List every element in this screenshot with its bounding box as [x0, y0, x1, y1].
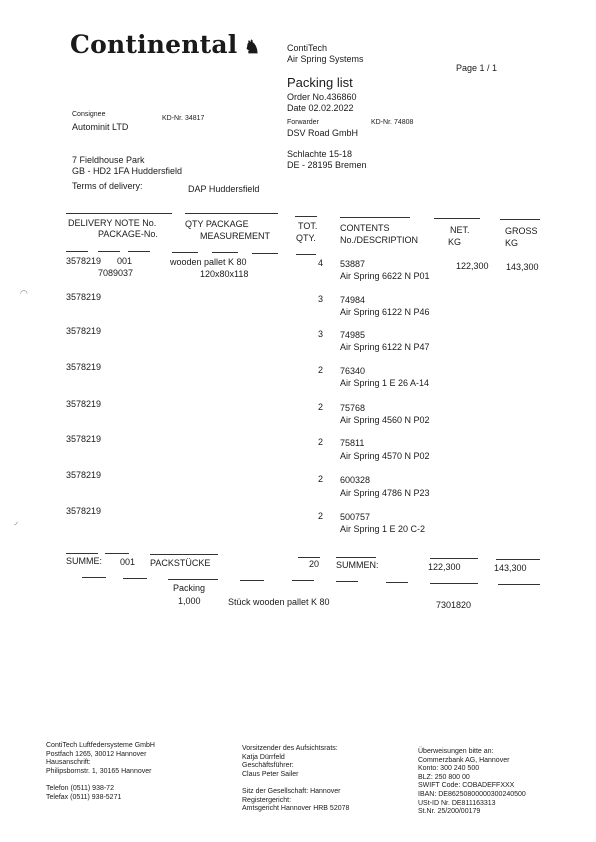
- qty-cell: 2: [318, 365, 324, 375]
- forwarder-city: DE - 28195 Bremen: [287, 160, 367, 170]
- item-no-cell: 75768: [340, 403, 366, 413]
- footer-management: Vorsitzender des Aufsichtsrats: Katja Dürrfeld Geschäftsführer: Claus Peter Sailer Sitz der Gesellschaft: Hannover Registergericht: Amtsgericht Hannover HRB 52078: [242, 745, 350, 813]
- col-net: NET.: [450, 225, 470, 235]
- delivery-note-cell: 3578219: [66, 362, 102, 372]
- delivery-note-cell: 3578219: [66, 506, 102, 516]
- page-number: Page 1 / 1: [456, 63, 498, 73]
- totals-packstuecke: PACKSTÜCKE: [150, 558, 211, 568]
- terms-value: DAP Huddersfield: [188, 184, 260, 194]
- measurement-cell: 120x80x118: [200, 269, 249, 279]
- description-cell: Air Spring 6122 N P46: [340, 307, 430, 317]
- order-number: Order No.436860: [287, 92, 357, 102]
- description-cell: Air Spring 6622 N P01: [340, 271, 430, 281]
- totals-count: 001: [120, 557, 136, 567]
- totals-net: 122,300: [428, 562, 461, 572]
- col-gross-unit: KG: [505, 238, 519, 248]
- col-contents: CONTENTS: [340, 223, 390, 233]
- col-measurement: MEASUREMENT: [200, 231, 271, 241]
- qty-cell: 4: [318, 258, 324, 268]
- scan-speck: ◠: [20, 288, 28, 298]
- net-cell: 122,300: [456, 261, 489, 271]
- description-cell: Air Spring 1 E 20 C-2: [340, 524, 426, 534]
- item-no-cell: 75811: [340, 438, 365, 448]
- totals-label: SUMME:: [66, 556, 102, 566]
- delivery-note-cell: 3578219: [66, 470, 102, 480]
- totals-summen: SUMMEN:: [336, 560, 379, 570]
- delivery-note-cell: 3578219: [66, 399, 102, 409]
- footer-company: ContiTech Luftfedersysteme GmbH Postfach 1265, 30012 Hannover Hausanschrift: Philipsbornstr. 1, 30165 Hannover Telefon (0511) 938-72 Telefax (0511) 938-5271: [46, 742, 155, 801]
- consignee-name: Autominit LTD: [72, 122, 129, 132]
- packing-qty: 1,000: [178, 596, 201, 606]
- qty-cell: 3: [318, 329, 324, 339]
- col-delivery-note: DELIVERY NOTE No.: [68, 218, 157, 228]
- item-no-cell: 600328: [340, 475, 371, 485]
- packing-label: Packing: [173, 583, 206, 593]
- document-date: Date 02.02.2022: [287, 103, 354, 113]
- company-line1: ContiTech: [287, 43, 328, 53]
- col-no-description: No./DESCRIPTION: [340, 235, 419, 245]
- delivery-note-cell: 3578219: [66, 326, 102, 336]
- qty-cell: 2: [318, 437, 324, 447]
- terms-label: Terms of delivery:: [72, 181, 143, 191]
- col-qty: QTY.: [296, 233, 316, 243]
- col-net-unit: KG: [448, 237, 462, 247]
- delivery-note-cell: 3578219: [66, 256, 102, 266]
- document-title: Packing list: [287, 75, 353, 90]
- packing-code: 7301820: [436, 600, 472, 610]
- totals-gross: 143,300: [494, 563, 527, 573]
- col-tot: TOT.: [298, 221, 318, 231]
- forwarder-street: Schlachte 15-18: [287, 149, 353, 159]
- item-no-cell: 74984: [340, 295, 366, 305]
- company-line2: Air Spring Systems: [287, 54, 364, 64]
- delivery-note-cell: 3578219: [66, 434, 102, 444]
- scan-speck: ◞: [14, 516, 18, 526]
- forwarder-kd-nr: KD-Nr. 74808: [371, 119, 414, 126]
- item-no-cell: 500757: [340, 512, 371, 522]
- description-cell: Air Spring 4560 N P02: [340, 415, 430, 425]
- forwarder-label: Forwarder: [287, 119, 319, 126]
- gross-cell: 143,300: [506, 262, 539, 272]
- footer-bank: Überweisungen bitte an: Commerzbank AG, Hannover Konto: 300 240 500 BLZ: 250 800 00 SWIFT Code: COBADEFFXXX IBAN: DE86250800000300240500 USt-ID Nr. DE811163313 St.Nr. 25/200/00179: [418, 748, 526, 816]
- col-qty-package: QTY PACKAGE: [185, 219, 249, 229]
- forwarder-name: DSV Road GmbH: [287, 128, 359, 138]
- item-no-cell: 74985: [340, 330, 366, 340]
- consignee-label: Consignee: [72, 111, 106, 118]
- consignee-street: 7 Fieldhouse Park: [72, 155, 145, 165]
- item-no-cell: 76340: [340, 366, 366, 376]
- qty-cell: 2: [318, 402, 324, 412]
- package-type-cell: wooden pallet K 80: [170, 257, 247, 267]
- totals-qty: 20: [309, 559, 320, 569]
- consignee-city: GB - HD2 1FA Huddersfield: [72, 166, 183, 176]
- description-cell: Air Spring 1 E 26 A-14: [340, 378, 430, 388]
- package-count-cell: 001: [117, 256, 133, 266]
- qty-cell: 2: [318, 474, 324, 484]
- qty-cell: 2: [318, 511, 324, 521]
- continental-logo: Continental ♞: [70, 30, 261, 59]
- item-no-cell: 53887: [340, 259, 366, 269]
- qty-cell: 3: [318, 294, 324, 304]
- packing-desc: Stück wooden pallet K 80: [228, 597, 330, 607]
- col-gross: GROSS: [505, 226, 538, 236]
- package-no-cell: 7089037: [98, 268, 134, 278]
- col-package-no: PACKAGE-No.: [98, 229, 158, 239]
- description-cell: Air Spring 4786 N P23: [340, 488, 430, 498]
- description-cell: Air Spring 6122 N P47: [340, 342, 430, 352]
- description-cell: Air Spring 4570 N P02: [340, 451, 430, 461]
- horse-icon: ♞: [237, 37, 261, 58]
- delivery-note-cell: 3578219: [66, 292, 102, 302]
- consignee-kd-nr: KD-Nr. 34817: [162, 115, 205, 122]
